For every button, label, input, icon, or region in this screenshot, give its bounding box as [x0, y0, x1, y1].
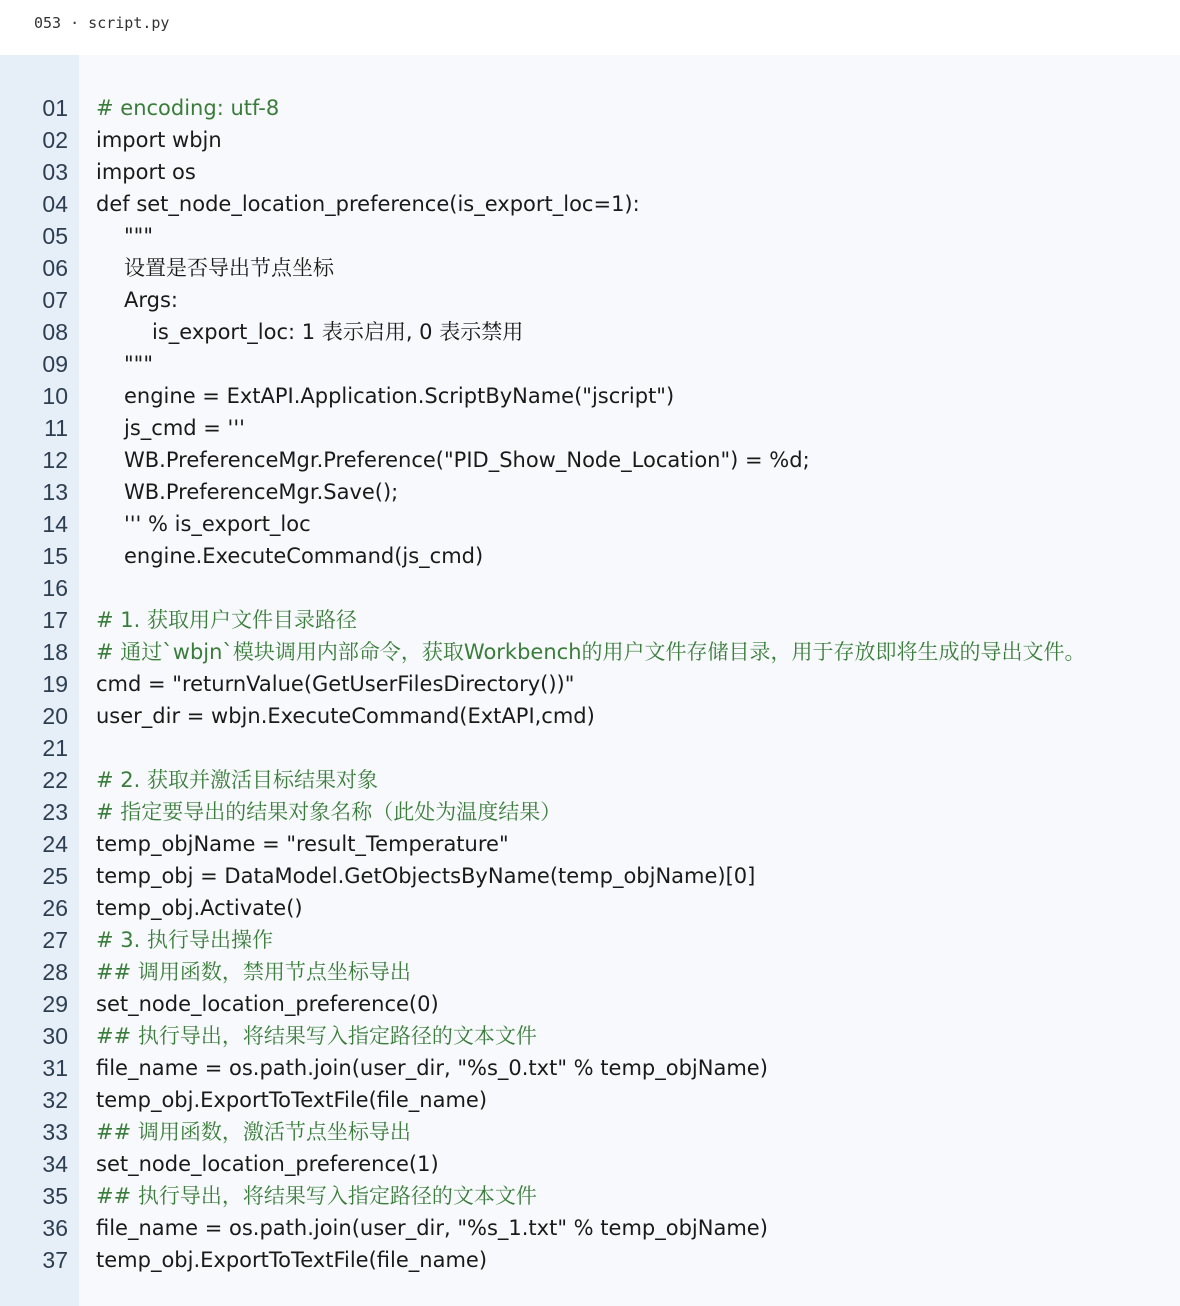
- code-text: temp_obj = DataModel.GetObjectsByName(temp_objName)[0]: [96, 864, 756, 888]
- code-line: [0, 828, 1180, 860]
- code-line: [0, 188, 1180, 220]
- code-text: cmd = "returnValue(GetUserFilesDirectory())": [96, 672, 575, 696]
- code-line: [0, 1180, 1180, 1212]
- code-text: def set_node_location_preference(is_export_loc=1):: [96, 192, 640, 216]
- line-number: 03: [42, 159, 68, 185]
- code-text: file_name = os.path.join(user_dir, "%s_0.txt" % temp_objName): [96, 1056, 768, 1080]
- code-line: [0, 988, 1180, 1020]
- line-number: 05: [42, 223, 68, 249]
- code-line: [0, 124, 1180, 156]
- line-number: 04: [42, 191, 68, 217]
- code-comment: # 3. 执行导出操作: [96, 928, 273, 952]
- code-line: [0, 252, 1180, 284]
- code-comment: # 指定要导出的结果对象名称（此处为温度结果）: [96, 800, 562, 824]
- line-number: 10: [42, 383, 68, 409]
- line-number: 06: [42, 255, 68, 281]
- code-text: engine = ExtAPI.Application.ScriptByName("jscript"): [124, 384, 675, 408]
- line-number: 36: [42, 1215, 68, 1241]
- line-number: 35: [42, 1183, 68, 1209]
- code-comment: ## 执行导出，将结果写入指定路径的文本文件: [96, 1024, 537, 1048]
- code-line: [0, 1116, 1180, 1148]
- code-text: set_node_location_preference(1): [96, 1152, 439, 1176]
- code-comment: ## 调用函数，禁用节点坐标导出: [96, 960, 411, 984]
- code-text: ''' % is_export_loc: [124, 512, 311, 536]
- line-number: 13: [42, 479, 68, 505]
- line-number: 34: [42, 1151, 68, 1177]
- code-line: [0, 1212, 1180, 1244]
- line-number: 09: [42, 351, 68, 377]
- code-line: [0, 1244, 1180, 1276]
- code-line: [0, 668, 1180, 700]
- line-number: 12: [42, 447, 68, 473]
- code-line: [0, 732, 1180, 764]
- line-number: 37: [42, 1247, 68, 1273]
- code-line: [0, 316, 1180, 348]
- code-line: [0, 1052, 1180, 1084]
- line-number: 08: [42, 319, 68, 345]
- code-text: temp_obj.Activate(): [96, 896, 303, 920]
- line-number: 11: [44, 415, 68, 441]
- line-number: 28: [42, 959, 68, 985]
- line-number: 14: [42, 511, 68, 537]
- file-label: 053 · script.py: [34, 14, 170, 32]
- code-text: js_cmd = ''': [124, 416, 245, 440]
- code-text: Args:: [124, 288, 178, 312]
- code-line: [0, 380, 1180, 412]
- file-header: [0, 0, 1180, 55]
- code-text: temp_obj.ExportToTextFile(file_name): [96, 1248, 488, 1272]
- line-number: 27: [42, 927, 68, 953]
- line-number: 26: [42, 895, 68, 921]
- line-number: 25: [42, 863, 68, 889]
- code-text: 设置是否导出节点坐标: [124, 256, 334, 280]
- code-comment: # 1. 获取用户文件目录路径: [96, 608, 357, 632]
- line-number: 31: [42, 1055, 68, 1081]
- code-text: import wbjn: [96, 128, 222, 152]
- code-line: [0, 636, 1180, 668]
- line-number: 23: [42, 799, 68, 825]
- code-text: file_name = os.path.join(user_dir, "%s_1.txt" % temp_objName): [96, 1216, 768, 1240]
- code-text: set_node_location_preference(0): [96, 992, 439, 1016]
- code-line: [0, 348, 1180, 380]
- code-line: [0, 892, 1180, 924]
- code-line: [0, 924, 1180, 956]
- code-line: [0, 796, 1180, 828]
- line-number: 24: [42, 831, 68, 857]
- code-text: """: [124, 224, 153, 248]
- code-comment: # 2. 获取并激活目标结果对象: [96, 768, 378, 792]
- code-line: [0, 956, 1180, 988]
- code-comment: ## 调用函数，激活节点坐标导出: [96, 1120, 411, 1144]
- code-line: [0, 604, 1180, 636]
- code-line: [0, 444, 1180, 476]
- code-comment: ## 执行导出，将结果写入指定路径的文本文件: [96, 1184, 537, 1208]
- code-editor[interactable]: [0, 55, 1180, 1306]
- line-number: 19: [42, 671, 68, 697]
- code-text: WB.PreferenceMgr.Save();: [124, 480, 399, 504]
- line-number: 33: [42, 1119, 68, 1145]
- line-number: 21: [42, 735, 68, 761]
- code-line: [0, 1084, 1180, 1116]
- line-number: 18: [42, 639, 68, 665]
- line-number: 22: [42, 767, 68, 793]
- code-text: is_export_loc: 1 表示启用, 0 表示禁用: [152, 320, 524, 344]
- code-line: [0, 572, 1180, 604]
- code-comment: # encoding: utf-8: [96, 96, 280, 120]
- code-line: [0, 476, 1180, 508]
- line-number: 29: [42, 991, 68, 1017]
- code-lines: [0, 92, 1180, 1276]
- code-line: [0, 508, 1180, 540]
- code-text: temp_obj.ExportToTextFile(file_name): [96, 1088, 488, 1112]
- code-text: import os: [96, 160, 196, 184]
- code-line: [0, 700, 1180, 732]
- code-line: [0, 220, 1180, 252]
- code-line: [0, 1148, 1180, 1180]
- code-line: [0, 540, 1180, 572]
- code-text: WB.PreferenceMgr.Preference("PID_Show_Node_Location") = %d;: [124, 448, 810, 472]
- code-text: """: [124, 352, 153, 376]
- line-number: 32: [42, 1087, 68, 1113]
- line-number: 01: [42, 95, 68, 121]
- code-line: [0, 92, 1180, 124]
- code-text: engine.ExecuteCommand(js_cmd): [124, 544, 484, 568]
- code-line: [0, 412, 1180, 444]
- code-line: [0, 860, 1180, 892]
- code-text: temp_objName = "result_Temperature": [96, 832, 509, 856]
- line-number: 17: [42, 607, 68, 633]
- line-number: 20: [42, 703, 68, 729]
- line-number: 15: [42, 543, 68, 569]
- line-number: 07: [42, 287, 68, 313]
- line-number: 16: [42, 575, 68, 601]
- code-line: [0, 156, 1180, 188]
- code-line: [0, 764, 1180, 796]
- line-number: 30: [42, 1023, 68, 1049]
- code-comment: # 通过`wbjn`模块调用内部命令，获取Workbench的用户文件存储目录，用于存放即将生成的导出文件。: [96, 640, 1086, 664]
- code-text: user_dir = wbjn.ExecuteCommand(ExtAPI,cmd): [96, 704, 595, 728]
- code-line: [0, 1020, 1180, 1052]
- code-line: [0, 284, 1180, 316]
- line-number: 02: [42, 127, 68, 153]
